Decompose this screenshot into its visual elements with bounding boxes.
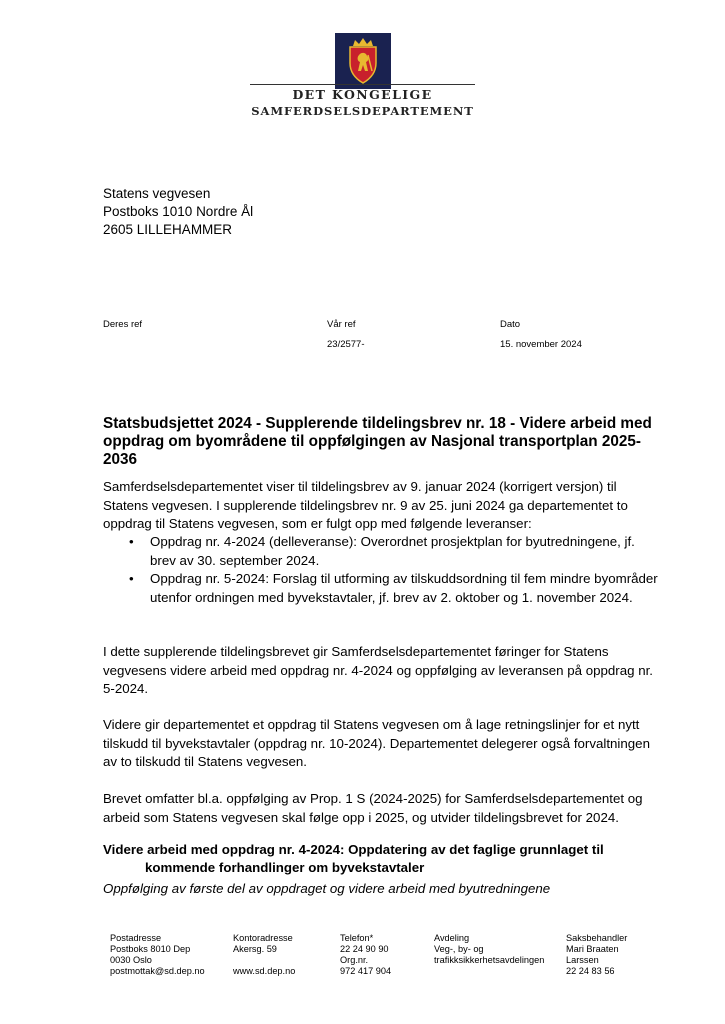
paragraph-intro: Samferdselsdepartementet viser til tildelingsbrev av 9. januar 2024 (korrigert versjon) til Statens vegvesen. I supplerende tildelingsbrev nr. 9 av 25. juni 2024 ga departementet to oppdrag til Statens vegvesen, som er fulgt opp med følgende leveranser:	[103, 479, 628, 531]
letterhead-rule	[250, 84, 475, 85]
section-heading-line2: kommende forhandlinger om byvekstavtaler	[145, 860, 425, 875]
footer-label: Kontoradresse	[233, 933, 293, 943]
footer-saksbehandler	[566, 933, 627, 977]
footer-value: 22 24 90 90	[340, 944, 389, 954]
footer-value: 22 24 83 56	[566, 966, 615, 976]
deliverables-list	[103, 533, 663, 607]
dato	[500, 319, 582, 350]
footer-value: Org.nr.	[340, 955, 369, 965]
recipient-address	[103, 185, 253, 239]
var-ref	[327, 319, 365, 350]
footer-postadresse	[110, 933, 205, 977]
footer-email: postmottak@sd.dep.no	[110, 966, 205, 976]
footer-value: Postboks 8010 Dep	[110, 944, 191, 954]
section-subheading: Oppfølging av første del av oppdraget og videre arbeid med byutredningene	[103, 881, 551, 896]
list-item: • Oppdrag nr. 4-2024 (delleveranse): Overordnet prosjektplan for byutredningene, jf. brev av 30. september 2024.	[103, 533, 663, 570]
section-heading	[103, 841, 663, 877]
letterhead	[245, 33, 480, 118]
footer-value: 0030 Oslo	[110, 955, 152, 965]
footer-kontoradresse	[233, 933, 295, 977]
footer-website: www.sd.dep.no	[233, 966, 296, 976]
var-ref-value: 23/2577-	[327, 339, 365, 350]
footer-telefon	[340, 933, 391, 977]
deres-ref-label: Deres ref	[103, 319, 143, 330]
recipient-city: 2605 LILLEHAMMER	[103, 222, 233, 237]
department-name-line1: DET KONGELIGE	[292, 87, 433, 102]
footer-value: trafikksikkerhetsavdelingen	[434, 955, 545, 965]
footer-value: Mari Braaten	[566, 944, 619, 954]
recipient-street: Postboks 1010 Nordre Ål	[103, 204, 254, 219]
footer-label: Avdeling	[434, 933, 470, 943]
footer-value: Veg-, by- og	[434, 944, 484, 954]
department-name-line2: SAMFERDSELSDEPARTEMENT	[251, 104, 474, 118]
recipient-name: Statens vegvesen	[103, 186, 211, 201]
footer-value: Larssen	[566, 955, 599, 965]
var-ref-label: Vår ref	[327, 319, 356, 330]
coat-of-arms-icon	[335, 33, 391, 89]
footer-avdeling	[434, 933, 544, 966]
paragraph-new-assignment: Videre gir departementet et oppdrag til Statens vegvesen om å lage retningslinjer for et nytt tilskudd til byvekstavtaler (oppdrag nr. 10-2024). Departementet delegerer også forvaltningen av to tilskudd til Statens vegvesen.	[103, 717, 650, 769]
paragraph-scope: Brevet omfatter bl.a. oppfølging av Prop. 1 S (2024-2025) for Samferdselsdepartementet og arbeid som Statens vegvesen skal følge opp i 2025, og utvider tildelingsbrevet for 2024.	[103, 791, 643, 825]
paragraph-guidance: I dette supplerende tildelingsbrevet gir Samferdselsdepartementet føringer for Statens vegvesens videre arbeid med oppdrag nr. 4-2024 og oppfølging av leveransen på oppdrag nr. 5-2024.	[103, 644, 653, 696]
dato-label: Dato	[500, 319, 521, 330]
footer-label: Postadresse	[110, 933, 162, 943]
list-item: • Oppdrag nr. 5-2024: Forslag til utforming av tilskuddsordning til fem mindre byområder utenfor ordningen med byvekstavtaler, jf. brev av 2. oktober og 1. november 2024.	[103, 570, 663, 607]
footer-label: Saksbehandler	[566, 933, 628, 943]
deres-ref	[103, 319, 142, 339]
dato-value: 15. november 2024	[500, 339, 582, 350]
footer-value	[233, 955, 295, 966]
footer-label: Telefon*	[340, 933, 374, 943]
letter-title: Statsbudsjettet 2024 - Supplerende tildelingsbrev nr. 18 - Videre arbeid med oppdrag om byområdene til oppfølgingen av Nasjonal transportplan 2025-2036	[103, 415, 652, 468]
footer-value: 972 417 904	[340, 966, 392, 976]
section-heading-line1: Videre arbeid med oppdrag nr. 4-2024: Oppdatering av det faglige grunnlaget til	[103, 842, 604, 857]
footer-value: Akersg. 59	[233, 944, 277, 954]
